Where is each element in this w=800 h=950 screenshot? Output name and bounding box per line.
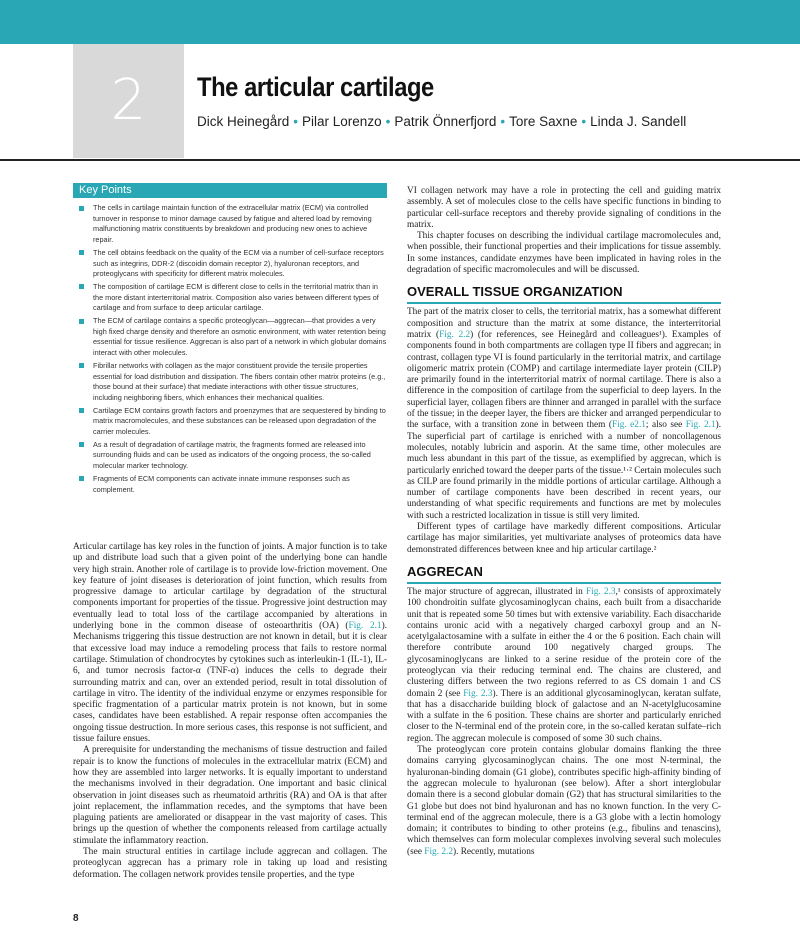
bullet-icon: • [581, 114, 587, 129]
list-item: The cells in cartilage maintain function of the extracellular matrix (ECM) via controlled turnover in response to minor damage caused by fatigue and altered load by removing malfunctioning matrix constituents by breakdown and producing new ones to achieve repair. [73, 203, 387, 246]
paragraph: This chapter focuses on describing the individual cartilage macromolecules and, when possible, their functional properties and their implications for tissue assembly. In some instances, candidate enzymes have been implicated in having roles in the degradation of specific macromolecules and will be discussed. [407, 231, 721, 276]
paragraph: VI collagen network may have a role in protecting the cell and guiding matrix assembly. A set of molecules close to the cells have specific functions in binding to particular cell-surface receptors and thereby provide signaling of conditions in the matrix. [407, 186, 721, 230]
chapter-number: 2 [73, 44, 184, 158]
section-heading: AGGRECAN [407, 564, 721, 584]
page-number: 8 [73, 913, 79, 924]
square-bullet-icon [79, 319, 84, 324]
paragraph: The part of the matrix closer to cells, the territorial matrix, has a somewhat different composition and structure than the matrix at some distance, the interterritorial matrix (Fig. 2.2) (for references, see Heinegård and colleagues¹). Examples of components found in both compartments are collagen type II fibers and aggrecan; in contrast, collagen type VI is found particularly in the territorial matrix, and cartilage oligomeric matrix protein (COMP) and cartilage intermediate layer protein (CILP) are primarily found in the interterritorial matrix of normal cartilage. There is also a difference in the composition of cartilage from the superficial to deep layers. In the superficial layer, collagen fibers are thinner and arranged in parallel with the surface of the tissue; in the deeper layer, the fibers are thicker and arranged perpendicular to the surface, with a transition zone in between them (Fig. e2.1; also see Fig. 2.1). The superficial part of cartilage is enriched with a number of noncollagenous molecules, notably lubricin and asporin. At the same time, other molecules are much less abundant in this part of the tissue, as exemplified by aggrecan, which is particularly enriched toward the deeper parts of the tissue.¹·² Certain molecules such as CILP are found primarily in the middle portions of articular cartilage. Although a number of cartilage components have been described in recent years, our understanding of what specific requirements and functions are met by molecules with such a restricted localization in tissue is still very limited. [407, 307, 722, 521]
paragraph: A prerequisite for understanding the mechanisms of tissue destruction and failed repair is to know the functions of molecules in the extracellular matrix (ECM) and how they are assembled into larger networks. It is equally important to understand the mechanisms involved in their degradation. One important and basic clinical observation in joint diseases such as rheumatoid arthritis (RA) and OA is that after joint replacement, the inflammation recedes, and the symptoms that have been plaguing patients are ameliorated or disappear in the vast majority of cases. This brings up the question of whether the components released from cartilage actually stimulate the inflammatory reaction. [73, 745, 387, 846]
header-divider [0, 159, 800, 161]
list-item: Fragments of ECM components can activate innate immune responses such as complement. [73, 474, 387, 495]
key-points-heading: Key Points [73, 183, 387, 198]
author: Patrik Önnerfjord [394, 114, 497, 129]
author-list [197, 114, 686, 129]
figure-link[interactable]: Fig. e2.1 [611, 420, 646, 431]
key-points-list [73, 203, 387, 495]
list-item: The composition of cartilage ECM is different close to cells in the territorial matrix than in the more distant interterritorial matrix. Composition also varies between different types of cartilage and from surface to deep articular cartilage. [73, 282, 387, 314]
square-bullet-icon [79, 442, 84, 447]
bullet-icon: • [500, 114, 506, 129]
list-item: Cartilage ECM contains growth factors and proenzymes that are sequestered by binding to matrix macromolecules, and these substances can be released upon degradation of the carrier molecules. [73, 406, 387, 438]
figure-link[interactable]: Fig. 2.3 [585, 586, 616, 597]
figure-link[interactable]: Fig. 2.1 [348, 621, 382, 632]
right-body-column [407, 186, 721, 858]
bullet-icon: • [385, 114, 391, 129]
paragraph: The proteoglycan core protein contains globular domains flanking the three domains carrying glycosaminoglycan chains. The one most N-terminal, the hyaluronan-binding domain (G1 globe), contributes specific high-affinity binding of the aggrecan molecule to hyaluronan (see below). After a short interglobular domain there is a second globular domain (G2) that has structural similarities to the G1 globe but does not bind hyaluronan and has no known function. In the very C-terminal end of the aggrecan molecule, there is a G3 globe with a lectin homology domain; it contributes to binding to other proteins (e.g., fibulins and tenascins), which themselves can form molecular complexes involving several such molecules (see Fig. 2.2). Recently, mutations [407, 745, 721, 857]
square-bullet-icon [79, 408, 84, 413]
square-bullet-icon [79, 250, 84, 255]
paragraph: Articular cartilage has key roles in the function of joints. A major function is to take up and distribute load such that a given point of the underlying bone can handle very high strain. Another role of cartilage is to provide low-friction movement. One key feature of joint diseases is deterioration of joint function, which results from progressive damage to articular cartilage by degradation of the structural components important for properties of the tissue. Progressive joint destruction may eventually lead to total loss of the cartilage accompanied by alterations in underlying bone in the common disease of osteoarthritis (OA) (Fig. 2.1). Mechanisms triggering this tissue destruction are not known in detail, but it is clear that excessive load may induce a remodeling process that fails to restore normal cartilage. Stimulation of chondrocytes by cytokines such as interleukin-1 (IL-1), IL-6, and tumor necrosis factor-α (TNF-α) induces the cells to degrade their surrounding matrix and can, over an extended period, result in total dissolution of cartilage in vitro. The identity of the individual enzyme or enzymes responsible for specific fragmentation of a particular matrix protein is not known, but in some cases, candidates have been established. A repair response often accompanies the ongoing tissue destruction. In more serious cases, this response is not sufficient, and tissue failure ensues. [73, 542, 387, 745]
list-item: The ECM of cartilage contains a specific proteoglycan—aggrecan—that provides a very high fixed charge density and therefore an osmotic environment, with water retention being essential for tissue resilience. Aggrecan is also part of a network in which globular domains interact with other molecules. [73, 316, 387, 359]
section-heading: OVERALL TISSUE ORGANIZATION [407, 284, 721, 304]
square-bullet-icon [79, 363, 84, 368]
left-body-column [73, 542, 387, 881]
author: Dick Heinegård [197, 114, 290, 129]
list-item: Fibrillar networks with collagen as the major constituent provide the tensile properties essential for load distribution and dissipation. The fibers contain other matrix proteins (e.g., those bound at their surface) that mediate interactions with other tissue structures, including neighboring fibers, which enhances their mechanical qualities. [73, 361, 387, 404]
author: Tore Saxne [509, 114, 578, 129]
figure-link[interactable]: Fig. 2.1 [685, 420, 716, 431]
author: Pilar Lorenzo [302, 114, 382, 129]
figure-link[interactable]: Fig. 2.2 [424, 846, 453, 857]
paragraph: The major structure of aggrecan, illustrated in Fig. 2.3,¹ consists of approximately 100 chondroitin sulfate glycosaminoglycan chains, each built from a disaccharide unit that is repeated some 50 times but with extensive variability. Each disaccharide contains uronic acid with a negatively charged carboxyl group and an N-acetylgalactosamine with a sulfate in either the 4 or the 6 position. Each chain will therefore contribute around 100 negatively charged groups. The glycosaminoglycans are linked to a serine residue of the protein core of the proteoglycan via their reducing terminal end. The chains are clustered, and clustering differs between the two regions referred to as CS domain 1 and CS domain 2 (see Fig. 2.3). There is an additional glycosaminoglycan, keratan sulfate, that has a disaccharide building block of galactose and an N-acetylglucosamine with a sulfate in the 6 position. These chains are shorter and particularly enriched closer to the N-terminal end of the protein core, in the so-called keratan sulfate–rich region. The aggrecan molecule is composed of some 30 such chains. [407, 586, 722, 744]
paragraph: The main structural entities in cartilage include aggrecan and collagen. The proteoglycan aggrecan has a primary role in taking up load and resisting deformation. The collagen network provides tensile properties, and the type [73, 847, 387, 880]
square-bullet-icon [79, 476, 84, 481]
figure-link[interactable]: Fig. 2.3 [463, 688, 493, 699]
key-points-box [73, 183, 387, 497]
list-item: The cell obtains feedback on the quality of the ECM via a number of cell-surface receptors such as integrins, DDR-2 (discoidin domain receptor 2), hyaluronan receptors, and proteoglycans with specificity for different matrix molecules. [73, 248, 387, 280]
figure-link[interactable]: Fig. 2.2 [439, 329, 471, 340]
bullet-icon: • [293, 114, 299, 129]
paragraph: Different types of cartilage have markedly different compositions. Articular cartilage has major similarities, yet multivariate analyses of proteomics data have demonstrated differences between knee and hip articular cartilage.² [407, 522, 721, 555]
chapter-title: The articular cartilage [197, 72, 434, 102]
list-item: As a result of degradation of cartilage matrix, the fragments formed are released into surrounding fluids and can be used as indicators of the ongoing process, the so-called molecular marker technology. [73, 440, 387, 472]
top-color-bar [0, 0, 800, 44]
square-bullet-icon [79, 284, 84, 289]
square-bullet-icon [79, 206, 84, 211]
author: Linda J. Sandell [590, 114, 687, 129]
